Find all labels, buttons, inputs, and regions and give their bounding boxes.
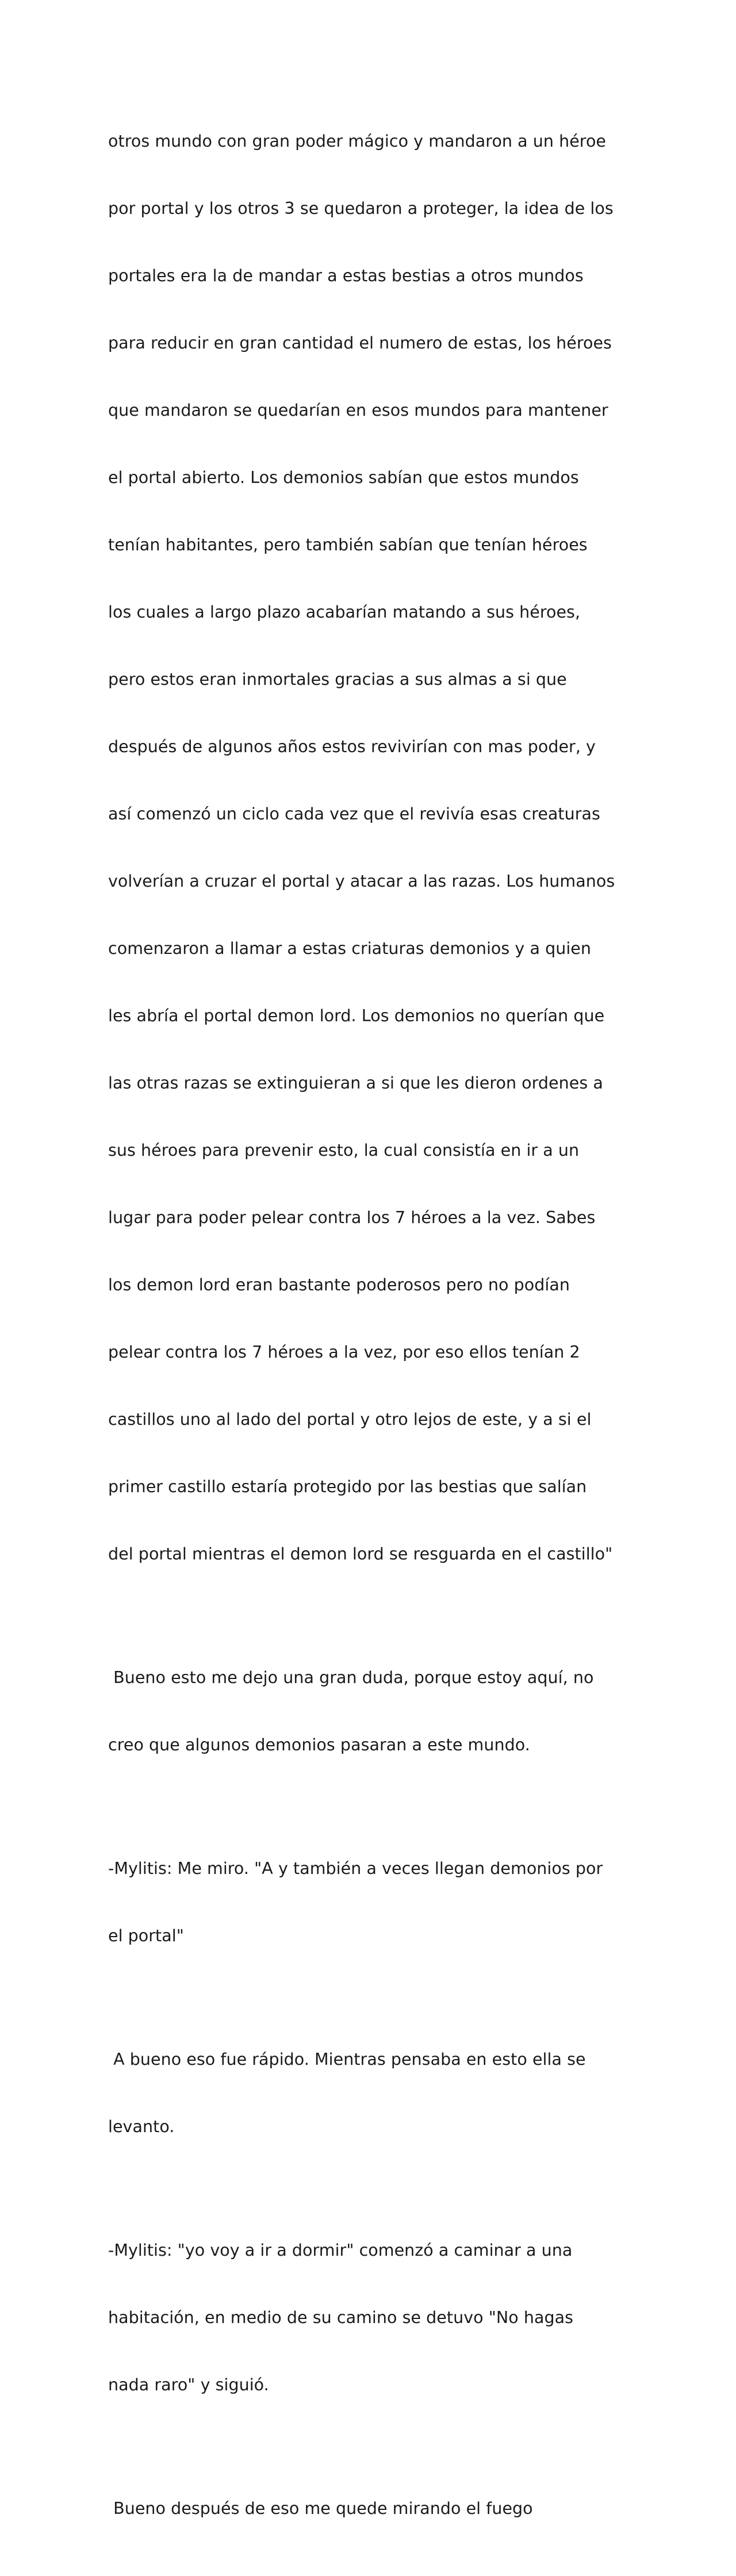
text-line: el portal"	[108, 1926, 184, 1945]
text-line: creo que algunos demonios pasaran a este mundo.	[108, 1735, 530, 1754]
paragraph-1	[108, 85, 637, 1610]
paragraph-2	[108, 1621, 637, 1801]
text-line: del portal mientras el demon lord se resguarda en el castillo"	[108, 1544, 613, 1563]
text-line: después de algunos años estos revivirían con mas poder, y	[108, 737, 596, 756]
text-line: comenzaron a llamar a estas criaturas demonios y a quien	[108, 939, 591, 958]
paragraph-3	[108, 1812, 637, 1992]
text-line: las otras razas se extinguieran a si que les dieron ordenes a	[108, 1074, 603, 1092]
text-line: habitación, en medio de su camino se detuvo "No hagas	[108, 2308, 574, 2327]
text-line: los cuales a largo plazo acabarían matando a sus héroes,	[108, 603, 581, 622]
text-line: -Mylitis: "yo voy a ir a dormir" comenzó a caminar a una	[108, 2241, 573, 2260]
text-line: lugar para poder pelear contra los 7 héroes a la vez. Sabes	[108, 1208, 596, 1227]
text-line: castillos uno al lado del portal y otro lejos de este, y a si el	[108, 1410, 592, 1429]
text-line: pero estos eran inmortales gracias a sus almas a si que	[108, 670, 567, 689]
text-line: otros mundo con gran poder mágico y mandaron a un héroe	[108, 132, 607, 151]
text-line: Bueno después de eso me quede mirando el fuego	[108, 2499, 533, 2518]
text-line: volverían a cruzar el portal y atacar a las razas. Los humanos	[108, 872, 615, 891]
text-line: les abría el portal demon lord. Los demonios no querían que	[108, 1006, 605, 1025]
text-line: por portal y los otros 3 se quedaron a proteger, la idea de los	[108, 199, 614, 218]
paragraph-4	[108, 2003, 637, 2183]
text-line: A bueno eso fue rápido. Mientras pensaba en esto ella se	[108, 2050, 586, 2069]
paragraph-6	[108, 2452, 637, 2564]
text-line: primer castillo estaría protegido por las bestias que salían	[108, 1477, 587, 1496]
text-line: pelear contra los 7 héroes a la vez, por eso ellos tenían 2	[108, 1343, 580, 1362]
text-line: portales era la de mandar a estas bestias a otros mundos	[108, 266, 584, 285]
text-line: tenían habitantes, pero también sabían que tenían héroes	[108, 535, 588, 554]
text-line: el portal abierto. Los demonios sabían que estos mundos	[108, 468, 579, 487]
paragraph-5	[108, 2194, 637, 2441]
text-line: los demon lord eran bastante poderosos pero no podían	[108, 1275, 570, 1294]
text-line: nada raro" y siguió.	[108, 2375, 269, 2394]
text-line: que mandaron se quedarían en esos mundos para mantener	[108, 401, 608, 420]
text-line: Bueno esto me dejo una gran duda, porque estoy aquí, no	[108, 1668, 594, 1687]
document-body	[108, 85, 637, 2576]
text-line: así comenzó un ciclo cada vez que el revivía esas creaturas	[108, 804, 600, 823]
text-line: sus héroes para prevenir esto, la cual consistía en ir a un	[108, 1141, 580, 1160]
text-line: levanto.	[108, 2117, 175, 2136]
text-line: para reducir en gran cantidad el numero de estas, los héroes	[108, 334, 612, 352]
text-line: -Mylitis: Me miro. "A y también a veces llegan demonios por	[108, 1859, 603, 1878]
